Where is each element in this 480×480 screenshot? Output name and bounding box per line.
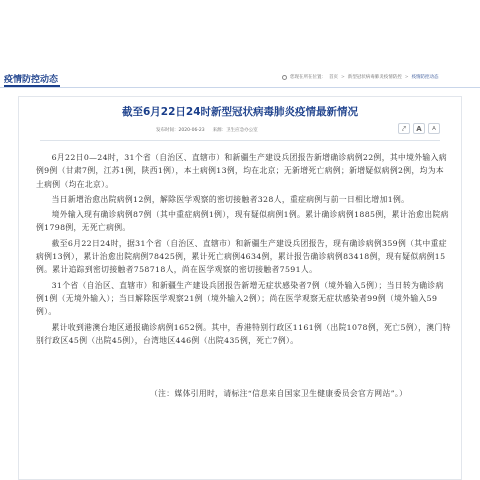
paragraph-hk-macao-taiwan: 累计收到港澳台地区通报确诊病例1652例。其中，香港特别行政区1161例（出院1078例，死亡5例），澳门特别行政区45例（出院45例），台湾地区446例（出院435例，死亡7例）。 bbox=[36, 322, 451, 345]
paragraph-cumulative: 截至6月22日24时，据31个省（自治区、直辖市）和新疆生产建设兵团报告，现有确诊病例359例（其中重症病例13例），累计治愈出院病例78425例，累计死亡病例4634例，累计报告确诊病例83418例，现有疑似病例15例。累计追踪到密切接触者758718人，尚在医学观察的密切接触者7591人。 bbox=[36, 238, 447, 275]
article-meta bbox=[156, 127, 258, 133]
section-title[interactable]: 疫情防控动态 bbox=[4, 75, 59, 85]
media-note: （注：媒体引用时，请标注“信息来自国家卫生健康委员会官方网站”。） bbox=[150, 389, 408, 398]
breadcrumb-current[interactable]: 疫情防控动态 bbox=[411, 75, 439, 80]
breadcrumb-epidemic[interactable]: 新型冠状病毒肺炎疫情防控 bbox=[347, 75, 402, 80]
section-divider bbox=[0, 87, 480, 88]
paragraph-imported: 境外输入现有确诊病例87例（其中重症病例1例），现有疑似病例1例。累计确诊病例1885例，累计治愈出院病例1798例，无死亡病例。 bbox=[36, 210, 449, 233]
breadcrumb-separator-icon: > bbox=[341, 74, 345, 80]
breadcrumb-prefix: 您现在所在位置： bbox=[290, 75, 326, 80]
share-icon[interactable]: ⤤ bbox=[398, 123, 410, 134]
article-title: 截至6月22日24时新型冠状病毒肺炎疫情最新情况 bbox=[121, 106, 359, 118]
location-icon bbox=[282, 75, 287, 80]
title-divider bbox=[40, 140, 440, 141]
article-tools bbox=[398, 123, 440, 134]
publish-date: 发布时间：2020-06-23 bbox=[156, 128, 205, 133]
site-header-band bbox=[0, 0, 480, 62]
breadcrumb-home[interactable]: 首页 bbox=[329, 75, 338, 80]
breadcrumb-separator-icon: > bbox=[404, 74, 409, 80]
font-increase-button[interactable]: A bbox=[413, 123, 425, 134]
paragraph-recoveries: 当日新增治愈出院病例12例，解除医学观察的密切接触者328人，重症病例与前一日相比增加1例。 bbox=[51, 194, 410, 204]
breadcrumb bbox=[282, 74, 439, 80]
font-decrease-button[interactable]: A bbox=[428, 123, 440, 134]
paragraph-asymptomatic: 31个省（自治区、直辖市）和新疆生产建设兵团报告新增无症状感染者7例（境外输入5例）；当日转为确诊病例1例（无境外输入）；当日解除医学观察21例（境外输入2例）；尚在医学观察无症状感染者99例（境外输入59例）。 bbox=[36, 280, 444, 317]
article-source: 来源：卫生应急办公室 bbox=[212, 128, 258, 133]
article-body bbox=[36, 151, 451, 349]
paragraph-new-cases: 6月22日0—24时，31个省（自治区、直辖市）和新疆生产建设兵团报告新增确诊病例22例，其中境外输入病例9例（甘肃7例，江苏1例，陕西1例），本土病例13例，均在北京；无新增死亡病例；新增疑似病例2例，均为本土病例（均在北京）。 bbox=[36, 153, 447, 189]
